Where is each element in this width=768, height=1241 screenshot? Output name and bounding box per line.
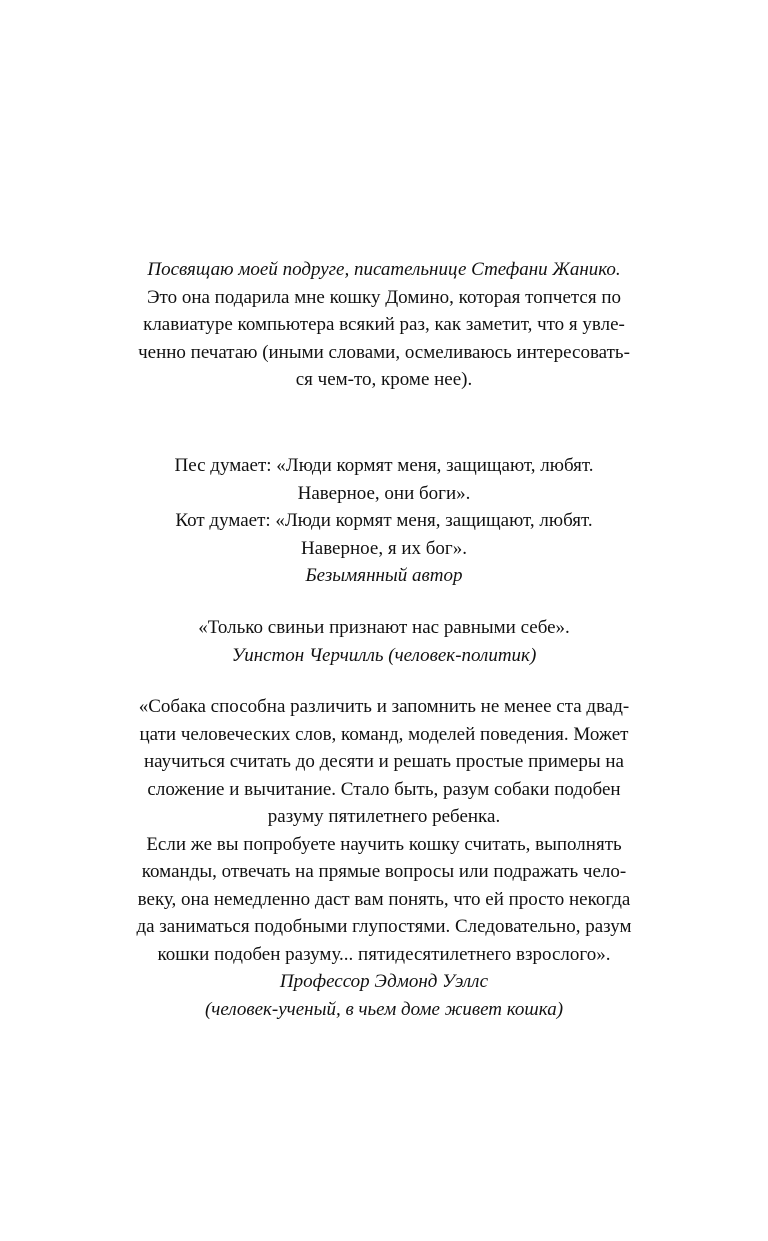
epigraph-dog-cat (60, 452, 708, 590)
epigraph-line: веку, она немедленно даст вам понять, что ей просто некогда (137, 888, 631, 910)
epigraph-line: сложение и вычитание. Стало быть, разум собаки подобен (147, 778, 621, 800)
dedication-line: Это она подарила мне кошку Домино, которая топчется по (146, 286, 622, 308)
epigraph-line: Если же вы попробуете научить кошку считать, выполнять (146, 833, 622, 855)
dedication-line: клавиатуре компьютера всякий раз, как заметит, что я увле- (143, 314, 625, 335)
dedication-line: Посвящаю моей подруге, писательнице Стефани Жанико. (147, 259, 621, 280)
epigraph-line: Кот думает: «Люди кормят меня, защищают, любят. (175, 510, 593, 531)
epigraph-line: «Собака способна различить и запомнить не менее ста двад- (138, 696, 630, 717)
epigraph-attribution: Профессор Эдмонд Уэллс (279, 971, 489, 992)
epigraph-line: команды, отвечать на прямые вопросы или подражать чело- (141, 861, 627, 882)
epigraph-churchill (60, 614, 708, 669)
epigraph-line: разуму пятилетнего ребенка. (267, 806, 501, 827)
epigraph-attribution: (человек-ученый, в чьем доме живет кошка) (204, 998, 564, 1020)
dedication (60, 256, 708, 394)
epigraph-line: Наверное, они боги». (297, 482, 471, 504)
dedication-line: ченно печатаю (иными словами, осмеливаюсь интересовать- (138, 341, 630, 363)
epigraph-line: «Только свиньи признают нас равными себе». (198, 617, 570, 638)
dedication-line: ся чем-то, кроме нее). (295, 369, 473, 390)
epigraph-line: научиться считать до десяти и решать простые примеры на (144, 751, 624, 772)
epigraph-line: кошки подобен разуму... пятидесятилетнего взрослого». (157, 943, 611, 965)
epigraph-line: Пес думает: «Люди кормят меня, защищают, любят. (174, 455, 594, 476)
epigraph-line: да заниматься подобными глупостями. Следовательно, разум (136, 916, 632, 937)
epigraph-wells (60, 693, 708, 1023)
epigraph-line: цати человеческих слов, команд, моделей поведения. Может (139, 723, 629, 745)
epigraph-attribution: Безымянный автор (305, 565, 463, 586)
epigraph-attribution: Уинстон Черчилль (человек-политик) (231, 644, 537, 666)
epigraph-line: Наверное, я их бог». (301, 537, 467, 559)
